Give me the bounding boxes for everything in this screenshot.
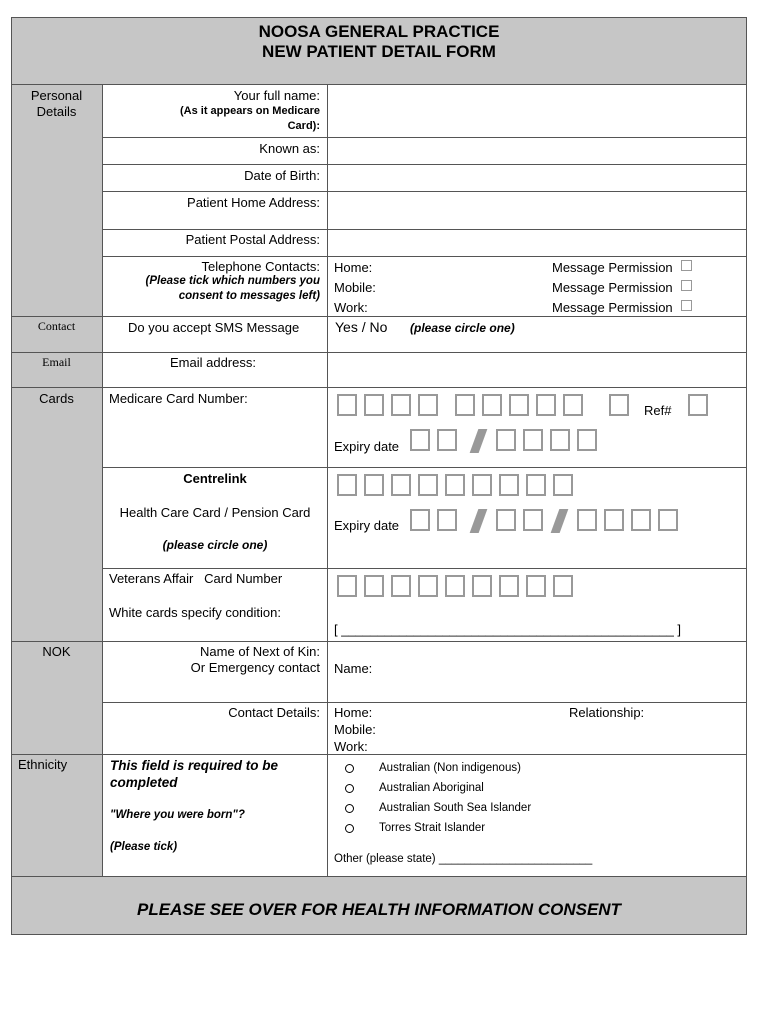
veterans-digit-box[interactable] (499, 575, 519, 597)
expiry-digit-box[interactable] (410, 429, 430, 451)
section-nok: NOK (42, 644, 71, 659)
centrelink-expiry-box[interactable] (658, 509, 678, 531)
phone-home-field[interactable]: Home: (334, 260, 373, 275)
known-as-label: Known as: (259, 141, 320, 156)
footer-consent-note: PLEASE SEE OVER FOR HEALTH INFORMATION CONSENT (137, 900, 621, 919)
centrelink-digit-box[interactable] (418, 474, 438, 496)
centrelink-expiry-box[interactable] (437, 509, 457, 531)
centrelink-digit-box[interactable] (337, 474, 357, 496)
centrelink-expiry-label: Expiry date (334, 518, 400, 533)
centrelink-expiry-box[interactable] (631, 509, 651, 531)
veterans-digit-box[interactable] (526, 575, 546, 597)
medicare-digit-box[interactable] (509, 394, 529, 416)
known-as-input[interactable] (328, 138, 746, 163)
veterans-digit-box[interactable] (553, 575, 573, 597)
phone-work-field[interactable]: Work: (334, 300, 368, 315)
veterans-digit-box[interactable] (337, 575, 357, 597)
centrelink-card-types[interactable]: Health Care Card / Pension Card (119, 505, 311, 520)
dob-label: Date of Birth: (244, 168, 320, 183)
centrelink-digit-box[interactable] (553, 474, 573, 496)
centrelink-digit-box[interactable] (499, 474, 519, 496)
medicare-digit-box[interactable] (536, 394, 556, 416)
sms-answer-options[interactable]: Yes / No (335, 319, 388, 335)
message-permission-mobile: Message Permission (552, 280, 673, 295)
centrelink-expiry-box[interactable] (496, 509, 516, 531)
ethnicity-option: Australian (Non indigenous) (379, 762, 521, 774)
medicare-digit-box[interactable] (418, 394, 438, 416)
telephone-note: (Please tick which numbers you consent to messages left) (145, 275, 320, 302)
expiry-digit-box[interactable] (496, 429, 516, 451)
expiry-digit-box[interactable] (577, 429, 597, 451)
form-title: NEW PATIENT DETAIL FORM (262, 42, 496, 61)
ref-box[interactable] (688, 394, 708, 416)
expiry-digit-box[interactable] (437, 429, 457, 451)
message-permission-home: Message Permission (552, 260, 673, 275)
practice-title: NOOSA GENERAL PRACTICE (258, 22, 500, 41)
permission-home-checkbox[interactable] (681, 260, 692, 271)
nok-name-field[interactable]: Name: (334, 661, 373, 676)
centrelink-digit-box[interactable] (526, 474, 546, 496)
medicare-digit-box[interactable] (337, 394, 357, 416)
centrelink-expiry-box[interactable] (523, 509, 543, 531)
ethnicity-option: Australian Aboriginal (379, 782, 484, 794)
centrelink-expiry-box[interactable] (604, 509, 624, 531)
white-cards-label: White cards specify condition: (109, 605, 281, 620)
medicare-digit-box[interactable] (482, 394, 502, 416)
veterans-digit-box[interactable] (445, 575, 465, 597)
centrelink-digit-box[interactable] (472, 474, 492, 496)
section-email: Email (42, 355, 71, 369)
email-input[interactable] (328, 353, 746, 386)
veterans-digit-box[interactable] (364, 575, 384, 597)
full-name-note: (As it appears on Medicare Card): (180, 105, 320, 132)
ethnicity-radio[interactable] (345, 804, 354, 813)
home-address-input[interactable] (328, 192, 746, 228)
medicare-label: Medicare Card Number: (109, 391, 248, 406)
section-ethnicity: Ethnicity (18, 757, 68, 772)
section-personal-details: Personal Details (30, 88, 83, 119)
nok-relationship-field[interactable]: Relationship: (569, 705, 645, 720)
medicare-digit-box[interactable] (455, 394, 475, 416)
centrelink-expiry-box[interactable] (410, 509, 430, 531)
medicare-issue-box[interactable] (609, 394, 629, 416)
ref-label: Ref# (644, 403, 672, 418)
section-cards: Cards (39, 391, 74, 406)
telephone-label: Telephone Contacts: (201, 259, 320, 274)
centrelink-note: (please circle one) (162, 538, 268, 552)
nok-home-field[interactable]: Home: (334, 705, 373, 720)
dob-input[interactable] (328, 165, 746, 190)
message-permission-work: Message Permission (552, 300, 673, 315)
home-address-label: Patient Home Address: (187, 195, 320, 210)
section-contact: Contact (37, 319, 76, 333)
ethnicity-radio[interactable] (345, 764, 354, 773)
medicare-digit-box[interactable] (563, 394, 583, 416)
ethnicity-radio[interactable] (345, 824, 354, 833)
nok-work-field[interactable]: Work: (334, 739, 368, 754)
postal-address-label: Patient Postal Address: (185, 232, 320, 247)
expiry-digit-box[interactable] (523, 429, 543, 451)
centrelink-digit-box[interactable] (364, 474, 384, 496)
veterans-label: Veterans Affair Card Number (109, 571, 283, 586)
centrelink-title: Centrelink (183, 471, 247, 486)
ethnicity-born-question: "Where you were born"? (110, 809, 245, 821)
nok-mobile-field[interactable]: Mobile: (334, 722, 376, 737)
centrelink-digit-box[interactable] (391, 474, 411, 496)
nok-contact-label: Contact Details: (228, 705, 320, 720)
medicare-digit-box[interactable] (391, 394, 411, 416)
ethnicity-other-field[interactable]: Other (please state) ________________________ (334, 853, 593, 865)
permission-work-checkbox[interactable] (681, 300, 692, 311)
medicare-expiry-label: Expiry date (334, 439, 400, 454)
email-label: Email address: (170, 355, 256, 370)
full-name-input[interactable] (328, 85, 746, 136)
ethnicity-required-note: This field is required to be completed (110, 758, 279, 790)
phone-mobile-field[interactable]: Mobile: (334, 280, 376, 295)
expiry-digit-box[interactable] (550, 429, 570, 451)
permission-mobile-checkbox[interactable] (681, 280, 692, 291)
centrelink-expiry-box[interactable] (577, 509, 597, 531)
ethnicity-tick-note: (Please tick) (110, 841, 178, 853)
full-name-label: Your full name: (233, 88, 320, 103)
centrelink-digit-box[interactable] (445, 474, 465, 496)
veterans-digit-box[interactable] (391, 575, 411, 597)
veterans-digit-box[interactable] (472, 575, 492, 597)
sms-question: Do you accept SMS Message (128, 320, 300, 335)
ethnicity-option: Torres Strait Islander (379, 822, 486, 834)
veterans-digit-box[interactable] (418, 575, 438, 597)
nok-name-label: Name of Next of Kin: Or Emergency contact (190, 644, 320, 675)
sms-note: (please circle one) (410, 321, 515, 335)
ethnicity-option: Australian South Sea Islander (379, 802, 532, 814)
postal-address-input[interactable] (328, 230, 746, 255)
ethnicity-radio[interactable] (345, 784, 354, 793)
medicare-digit-box[interactable] (364, 394, 384, 416)
condition-input[interactable]: [ ______________________________________________ ] (334, 622, 682, 637)
